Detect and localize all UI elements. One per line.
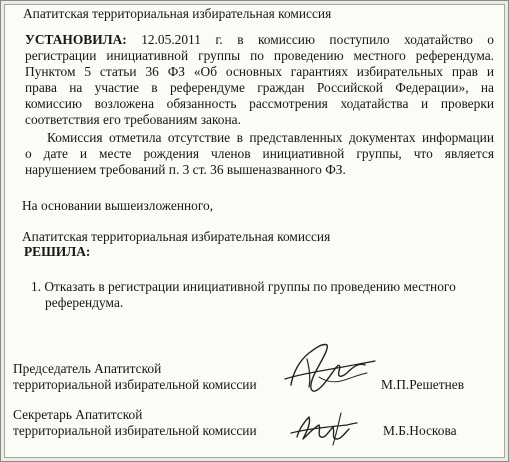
established-text-1: 12.05.2011 г. в комиссию поступило ходатайство о <box>141 32 494 47</box>
secretary-signature <box>287 407 361 451</box>
secretary-title-2: территориальной избирательной комиссии <box>13 423 257 438</box>
chair-title-2: территориальной избирательной комиссии <box>13 377 257 392</box>
decision-item-1: 1. Отказать в регистрации инициативной группы по проведению местного <box>31 279 456 294</box>
secretary-title-1: Секретарь Апатитской <box>13 407 143 422</box>
established-line-2: регистрации инициативной группы по проведению местного референдума. <box>25 48 494 63</box>
established-line-3: Пунктом 5 статьи 36 ФЗ «Об основных гарантиях избирательных прав и <box>25 64 494 79</box>
finding-line-2: о дате и месте рождения членов инициативной группы, что является <box>25 146 494 161</box>
decision-item-1-cont: референдума. <box>45 295 124 310</box>
commission-header: Апатитская территориальная избирательная комиссия <box>23 6 332 21</box>
established-line-5: комиссию возложена обязанность рассмотрения ходатайства и проверки <box>25 96 494 111</box>
established-line-1 <box>25 32 494 48</box>
chair-title-1: Председатель Апатитской <box>13 361 162 376</box>
secretary-name: М.Б.Носкова <box>383 423 457 438</box>
established-line-6: соответствия его требованиям закона. <box>25 112 241 127</box>
established-line-4: права на участие в референдуме граждан Российской Федерации», на <box>25 80 494 95</box>
decided-label: РЕШИЛА: <box>24 244 91 259</box>
finding-line-3: нарушением требований п. 3 ст. 36 вышеназванного ФЗ. <box>25 162 346 177</box>
commission-line: Апатитская территориальная избирательная комиссия <box>22 229 331 244</box>
finding-line-1: Комиссия отметила отсутствие в представленных документах информации <box>47 130 494 145</box>
chair-name: М.П.Решетнев <box>381 377 465 392</box>
established-label: УСТАНОВИЛА: <box>25 32 127 47</box>
chair-signature <box>279 337 379 399</box>
basis-text: На основании вышеизложенного, <box>22 198 214 213</box>
